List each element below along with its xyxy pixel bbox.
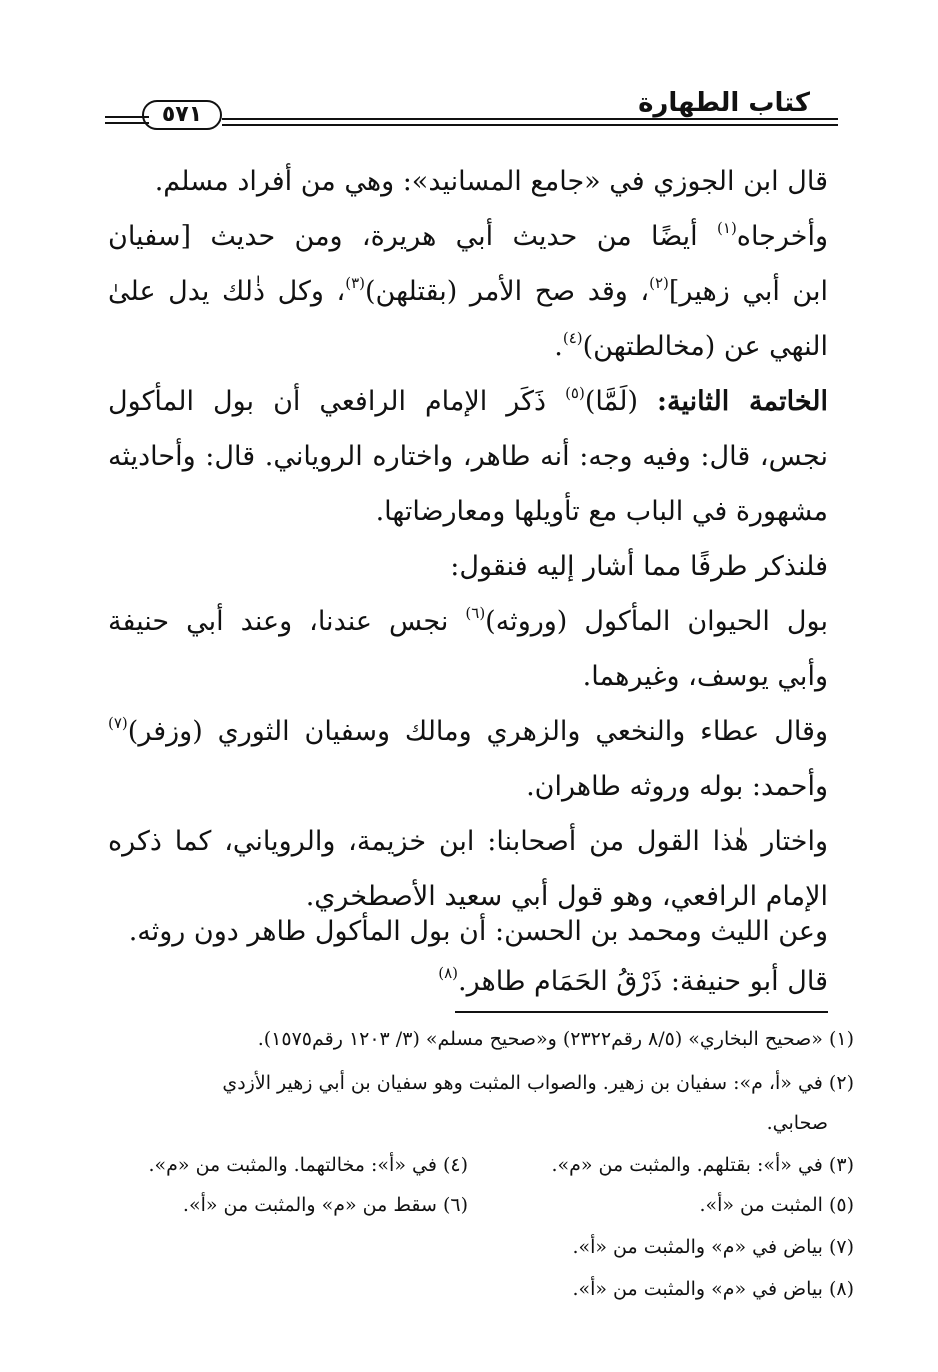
footnote: (٢) في «أ، م»: سفيان بن زهير. والصواب المثبت وهو سفيان بن أبي زهير الأزدي	[222, 1072, 854, 1094]
text-line: وأحمد: بوله وروثه طاهران.	[526, 771, 828, 802]
text-line: وأخرجاه$^{(١)}$ أيضًا من حديث أبي هريرة، ومن حديث [سفيان	[108, 219, 828, 252]
text-line: واختار هٰذا القول من أصحابنا: ابن خزيمة، والروياني، كما ذكره	[108, 826, 828, 857]
footnote: (٤) في «أ»: مخالتهما. والمثبت من «م».	[148, 1154, 468, 1176]
header-rule	[222, 118, 838, 120]
footnote-ref: (١)	[717, 219, 737, 237]
footnote-ref: (٨)	[438, 964, 458, 982]
text-line: النهي عن (مخالطتهن)$^{(٤)}$.	[554, 329, 828, 362]
footnote-ref: (٧)	[108, 714, 128, 732]
text-line: فلنذكر طرفًا مما أشار إليه فنقول:	[450, 551, 828, 582]
footnote: (٨) بياض في «م» والمثبت من «أ».	[572, 1278, 854, 1300]
footnote: (٦) سقط من «م» والمثبت من «أ».	[182, 1194, 468, 1216]
text-line: ابن أبي زهير]$^{(٢)}$، وقد صح الأمر (بقتلهن)$^{(٣)}$، وكل ذٰلك يدل علىٰ	[108, 274, 828, 307]
header-rule	[105, 122, 149, 124]
footnote: (٥) المثبت من «أ».	[699, 1194, 854, 1216]
footnote-ref: (٣)	[345, 274, 366, 292]
running-header-title: كتاب الطهارة	[638, 88, 810, 118]
footnote-ref: (٦)	[465, 604, 486, 622]
text-line: مشهورة في الباب مع تأويلها ومعارضاتها.	[375, 496, 828, 527]
footnote: (٣) في «أ»: بقتلهم. والمثبت من «م».	[551, 1154, 854, 1176]
footnote-ref: (٢)	[649, 274, 669, 292]
footnote-ref: (٤)	[562, 329, 583, 347]
text-line: قال ابن الجوزي في «جامع المسانيد»: وهي من أفراد مسلم.	[154, 166, 828, 197]
footnote-separator	[455, 1011, 828, 1013]
text-line: قال أبو حنيفة: ذَرْقُ الحَمَام طاهر.$^{(٨)}$	[438, 964, 828, 997]
footnote: (٧) بياض في «م» والمثبت من «أ».	[572, 1236, 854, 1258]
header-rule	[222, 124, 838, 126]
text-line: الإمام الرافعي، وهو قول أبي سعيد الأصطخري.	[305, 881, 828, 912]
page-number: ٥٧١	[142, 100, 222, 130]
text-line: وعن الليث ومحمد بن الحسن: أن بول المأكول طاهر دون روثه.	[128, 916, 828, 947]
text-line: بول الحيوان المأكول (وروثه)$^{(٦)}$ نجس عندنا، وعند أبي حنيفة	[108, 604, 828, 637]
footnote: (١) «صحيح البخاري» (٨/٥ رقم٢٣٢٢) و«صحيح مسلم» (٣/ ١٢٠٣ رقم١٥٧٥).	[257, 1028, 854, 1050]
text-line: وقال عطاء والنخعي والزهري ومالك وسفيان الثوري (وزفر)$^{(٧)}$	[108, 714, 828, 747]
footnote: صحابي.	[766, 1112, 828, 1134]
section-heading: الخاتمة الثانية:	[657, 386, 829, 417]
text-line: الخاتمة الثانية: (لَمَّا)$^{(٥)}$ ذَكَر الإمام الرافعي أن بول المأكول	[108, 384, 829, 417]
text-line: نجس، قال: وفيه وجه: أنه طاهر، واختاره الروياني. قال: وأحاديثه	[108, 441, 828, 472]
footnote-ref: (٥)	[565, 384, 585, 402]
text-line: وأبي يوسف، وغيرهما.	[582, 661, 828, 692]
